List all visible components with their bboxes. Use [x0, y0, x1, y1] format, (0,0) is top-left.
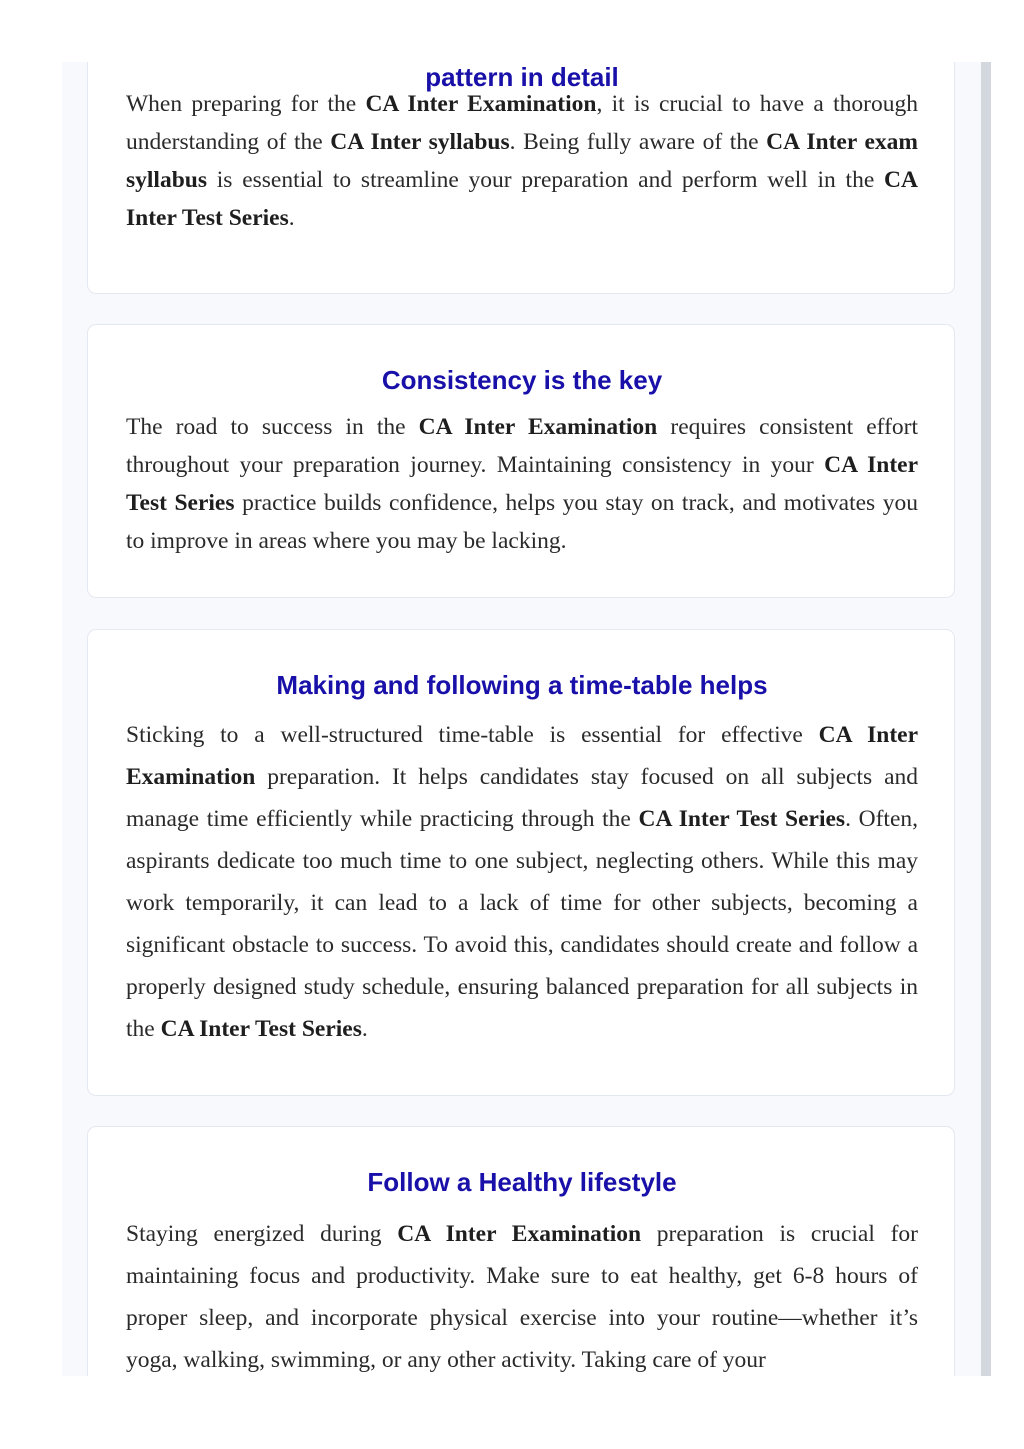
text-run: preparation. It helps candidates stay focused on all subjects and manage time efficiently while practicing through the: [126, 764, 918, 832]
text-run: The road to success in the: [126, 414, 419, 440]
section-heading: Follow a Healthy lifestyle: [367, 1167, 677, 1197]
section-paragraph: [126, 1213, 918, 1376]
text-run: Sticking to a well-structured time-table is essential for effective: [126, 722, 819, 748]
section-heading: pattern in detail: [425, 62, 619, 92]
bold-term: CA Inter exam syllabus: [126, 129, 918, 193]
text-run: Staying energized during: [126, 1221, 398, 1247]
bold-term: CA Inter syllabus: [330, 129, 510, 155]
section-card-exam-pattern: [87, 62, 955, 294]
bold-term: CA Inter Examination: [418, 414, 658, 440]
section-paragraph: [126, 85, 918, 237]
text-run: . Often, aspirants dedicate too much time to one subject, neglecting others. While this may work temporarily, it can lead to a lack of time for other subjects, becoming a significant obstacle to success. To avoid this, candidates should create and follow a properly designed study schedule, ensuring balanced preparation for all subjects in the: [126, 806, 918, 1042]
bold-term: CA Inter Examination: [397, 1221, 642, 1247]
bold-term: CA Inter Examination: [126, 722, 919, 790]
text-run: .: [361, 1016, 368, 1042]
text-run: preparation is crucial for maintaining focus and productivity. Make sure to eat healthy, get 6-8 hours of proper sleep, and incorporate physical exercise into your routine—whether it’s yoga, walking, swimming, or any other activity. Taking care of your: [126, 1221, 918, 1373]
scrollbar-track[interactable]: [981, 62, 991, 1376]
section-paragraph: [126, 714, 918, 1050]
text-run: . Being fully aware of the: [509, 129, 767, 155]
content-area: [62, 62, 981, 1376]
text-run: is essential to streamline your preparation and perform well in the: [207, 167, 885, 193]
section-card-consistency: [87, 324, 955, 598]
text-run: When preparing for the: [126, 91, 366, 117]
bold-term: CA Inter Test Series: [126, 452, 918, 516]
section-paragraph: [126, 408, 918, 560]
bold-term: CA Inter Test Series: [126, 167, 918, 231]
text-run: practice builds confidence, helps you stay on track, and motivates you to improve in areas where you may be lacking.: [126, 490, 918, 554]
section-card-time-table: [87, 629, 955, 1096]
bold-term: CA Inter Test Series: [160, 1016, 362, 1042]
text-run: , it is crucial to have a thorough understanding of the: [126, 91, 918, 155]
section-heading: Consistency is the key: [381, 365, 663, 395]
section-heading: Making and following a time-table helps: [276, 670, 768, 700]
bold-term: CA Inter Examination: [365, 91, 597, 117]
text-run: requires consistent effort throughout your preparation journey. Maintaining consistency in your: [126, 414, 919, 478]
text-run: .: [288, 205, 295, 231]
bold-term: CA Inter Test Series: [638, 806, 846, 832]
section-card-healthy-lifestyle: [87, 1126, 955, 1376]
